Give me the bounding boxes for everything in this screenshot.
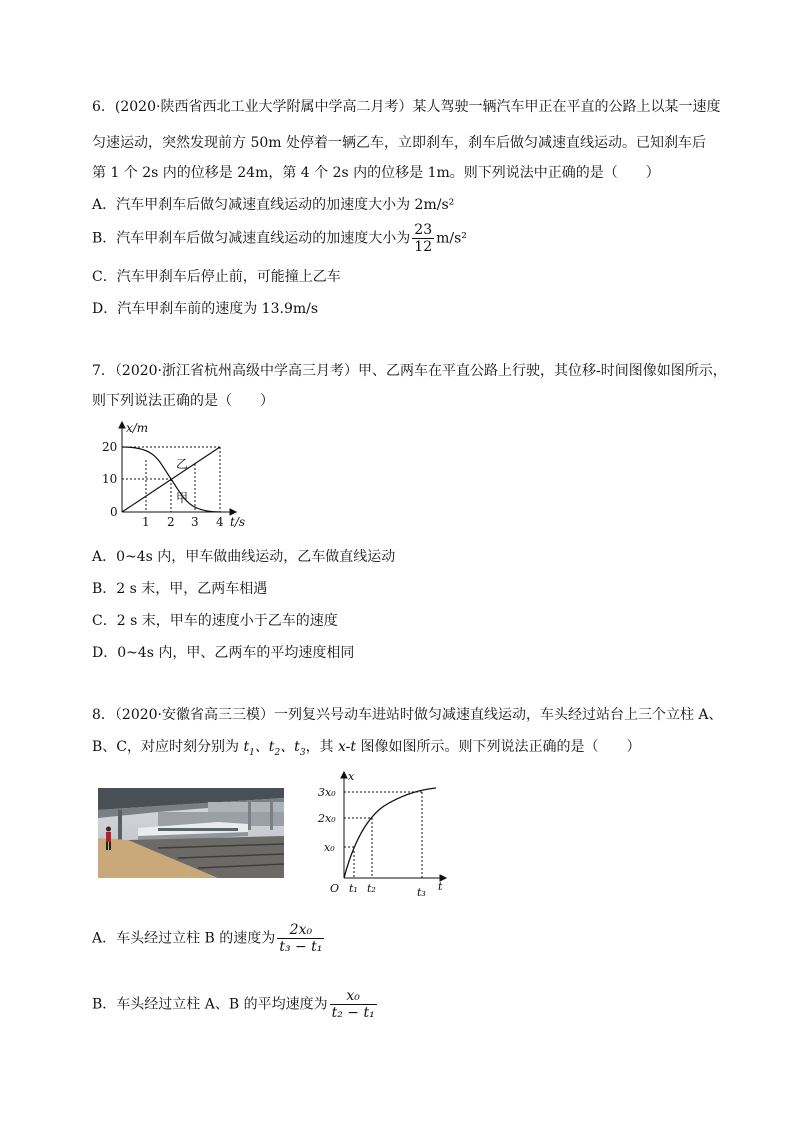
q6-option-d: D．汽车甲刹车前的速度为 13.9m/s xyxy=(92,301,319,317)
q8-xlabel: t xyxy=(438,880,443,893)
q8-tick-t1: t₁ xyxy=(349,882,358,895)
q8-tick-2x0: 2x₀ xyxy=(318,812,336,825)
q7-tick-20: 20 xyxy=(102,440,118,454)
q7-tick-t2: 2 xyxy=(167,515,175,529)
q7-label-yi: 乙 xyxy=(176,457,189,471)
q7-stem-line2: 则下列说法正确的是（ ） xyxy=(92,393,274,409)
q7-label-jia: 甲 xyxy=(176,491,189,505)
q7-tick-t1: 1 xyxy=(142,515,150,529)
q8-tick-origin: O xyxy=(330,882,340,895)
q7-position-time-graph xyxy=(96,420,266,532)
q7-option-d: D．0~4s 内，甲、乙两车的平均速度相同 xyxy=(92,645,355,661)
q7-y-arrow xyxy=(119,422,125,428)
q6-option-b-text: B．汽车甲刹车后做匀减速直线运动的加速度大小为 xyxy=(92,230,411,247)
q8-y-arrow xyxy=(341,772,347,778)
q8-tick-t2: t₂ xyxy=(367,882,376,895)
q6-option-b-unit: m/s² xyxy=(436,230,467,247)
q7-option-c: C．2 s 末，甲车的速度小于乙车的速度 xyxy=(92,613,338,629)
q8-tick-x0: x₀ xyxy=(324,841,335,854)
q8-option-b-text: B．车头经过立柱 A、B 的平均速度为 xyxy=(92,996,328,1013)
q8-times-inline: $t_1$、$t_2$、$t_3$ xyxy=(239,739,306,758)
q6-stem-line1: 6．(2020·陕西省西北工业大学附属中学高二月考）某人驾驶一辆汽车甲正在平直的公路上以某一速度 xyxy=(92,99,721,115)
q7-option-b: B．2 s 末，甲，乙两车相遇 xyxy=(92,581,268,597)
q8-tick-t3: t₃ xyxy=(417,886,426,899)
q6-stem-line3: 第 1 个 2s 内的位移是 24m，第 4 个 2s 内的位移是 1m。则下列说法中正确的是（ ） xyxy=(92,165,660,181)
q7-xlabel: t/s xyxy=(230,515,246,529)
train-station-photo xyxy=(98,788,284,878)
q6-option-c: C．汽车甲刹车后停止前，可能撞上乙车 xyxy=(92,269,341,285)
q7-stem-line1: 7．（2020·浙江省杭州高级中学高三月考）甲、乙两车在平直公路上行驶，其位移-时间图像如图所示， xyxy=(92,363,727,379)
q8-stem-line2: B、C，对应时刻分别为 $t_1$、$t_2$、$t_3$，其 x-t 图像如图所示。则下列说法正确的是（ ） xyxy=(92,739,641,758)
q7-option-a: A．0~4s 内，甲车做曲线运动，乙车做直线运动 xyxy=(92,549,396,565)
q8-stem-line1: 8．（2020·安徽省高三三模）一列复兴号动车进站时做匀减速直线运动，车头经过站台上三个立柱 A、 xyxy=(92,707,723,723)
q8-xt-inline: x-t xyxy=(333,739,361,755)
q8-ylabel: x xyxy=(348,770,355,783)
q8-option-a xyxy=(92,922,326,955)
q8-option-b xyxy=(92,988,379,1021)
q8-tick-3x0: 3x₀ xyxy=(318,786,336,799)
q7-ylabel: x/m xyxy=(126,421,149,435)
q8-position-time-graph xyxy=(312,768,452,900)
q7-tick-10: 10 xyxy=(102,472,118,486)
q8-option-b-fraction: $\frac{\text{x₀}}{\text{t₂ − t₁}}$ xyxy=(331,988,375,1021)
q6-option-a: A．汽车甲刹车后做匀减速直线运动的加速度大小为 2m/s² xyxy=(92,197,455,213)
q6-option-b-fraction: $\frac{23}{12}$ xyxy=(414,222,433,255)
q7-tick-t3: 3 xyxy=(191,515,199,529)
q6-stem-line2: 匀速运动，突然发现前方 50m 处停着一辆乙车，立即刹车，刹车后做匀减速直线运动。已知刹车后 xyxy=(92,135,706,151)
q8-option-a-fraction: $\frac{\text{2x₀}}{\text{t₃ − t₁}}$ xyxy=(279,922,323,955)
q6-option-b xyxy=(92,222,467,255)
q7-tick-t4: 4 xyxy=(216,515,224,529)
q8-option-a-text: A．车头经过立柱 B 的速度为 xyxy=(92,930,276,947)
q7-tick-origin: 0 xyxy=(110,505,118,519)
